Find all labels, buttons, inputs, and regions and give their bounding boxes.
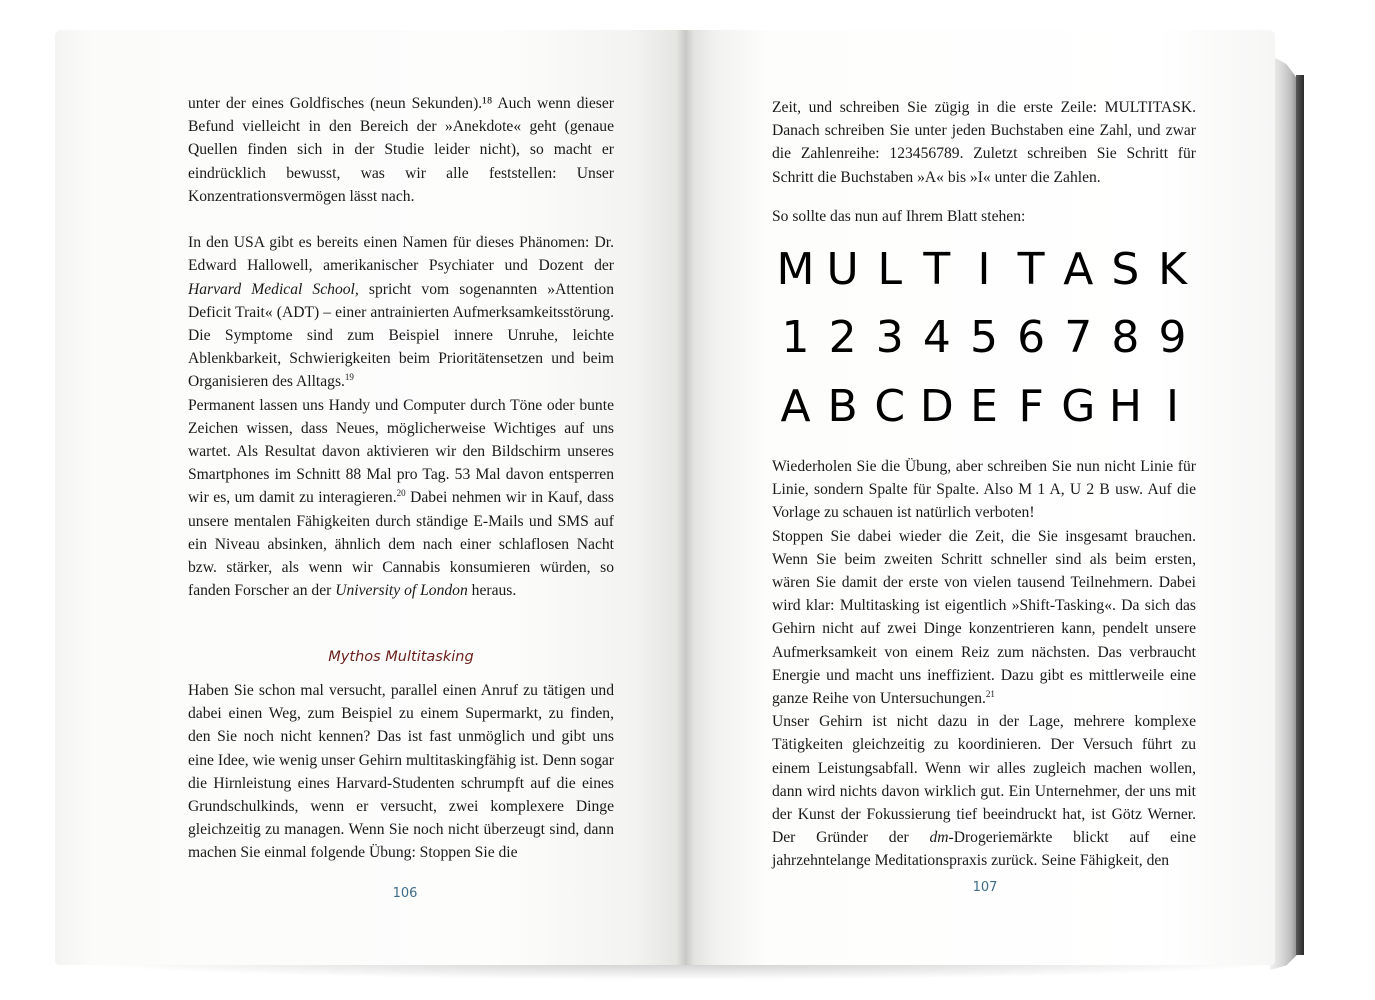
grid-cell: H: [1108, 381, 1142, 432]
page-number-right: 107: [972, 880, 998, 895]
footnote-ref-19: 19: [344, 372, 354, 383]
book-cover-edge: [1296, 75, 1304, 955]
emphasis-dm: dm: [929, 829, 949, 847]
emphasis-london: University of London: [335, 582, 468, 600]
right-page-body: [772, 96, 1196, 189]
grid-cell: B: [827, 381, 858, 432]
grid-cell: 6: [1017, 312, 1046, 363]
grid-cell: M: [776, 244, 815, 295]
grid-cell: 4: [922, 312, 951, 363]
exercise-row-alphabet: [772, 381, 1196, 432]
right-paragraph-4: Unser Gehirn ist nicht dazu in der Lage, mehrere komplexe Tätigkeiten gleichzeitig zu koordinieren. Der Versuch führt zu einem Leistungsabfall. Wenn wir alles zugleich machen wollen, dann wird nichts davon wirklich gut. Ein Unternehmer, der uns mit der Kunst der Fokussierung tief beeindruckt hat, ist Götz Werner. Der Gründer der dm-Drogeriemärkte blickt auf eine jahrzehntelange Meditationspraxis zurück. Seine Fähigkeit, den: [772, 713, 1196, 870]
grid-cell: 8: [1111, 312, 1140, 363]
grid-cell: 5: [970, 312, 998, 363]
exercise-row-numbers: [772, 312, 1196, 363]
grid-cell: F: [1018, 381, 1044, 432]
emphasis-harvard: Harvard Medical School,: [188, 280, 359, 298]
left-page-body-2: [188, 679, 614, 865]
grid-cell: 1: [781, 312, 810, 363]
footnote-ref-21: 21: [985, 688, 995, 699]
section-heading: Mythos Multitasking: [328, 649, 474, 665]
grid-cell: I: [1166, 381, 1179, 432]
grid-cell: 3: [875, 312, 904, 363]
right-lead-line: So sollte das nun auf Ihrem Blatt stehen:: [772, 208, 1026, 225]
grid-cell: I: [977, 244, 991, 295]
left-paragraph-3: Permanent lassen uns Handy und Computer durch Töne oder bunte Zeichen wissen, dass Neues, möglicherweise Wichtiges auf uns wartet. Als Resultat davon aktivieren wir den Bildschirm unseres Smartphones im Schnitt 88 Mal pro Tag. 53 Mal davon entsperren wir es, um damit zu interagieren.$^{20}$ Dabei nehmen wir in Kauf, dass unsere mentalen Fähigkeiten durch ständige E-Mails und SMS auf ein Niveau absinken, ähnlich dem nach einer schlaflosen Nacht bzw. stärker, als wenn wir Cannabis konsumieren würden, so fanden Forscher an der University of London heraus.: [188, 396, 615, 600]
grid-cell: G: [1061, 381, 1096, 432]
right-paragraph-2: Wiederholen Sie die Übung, aber schreiben Sie nun nicht Linie für Linie, sondern Spalte für Spalte. Also M 1 A, U 2 B usw. Auf die Vorlage zu schauen ist natürlich verboten!: [772, 458, 1196, 522]
grid-cell: A: [1063, 244, 1094, 295]
grid-cell: S: [1111, 244, 1140, 295]
grid-cell: K: [1158, 244, 1187, 295]
grid-cell: 7: [1064, 312, 1093, 363]
footnote-ref-20: 20: [396, 488, 406, 499]
grid-cell: T: [1017, 244, 1045, 295]
grid-cell: 9: [1158, 312, 1187, 363]
grid-cell: T: [923, 244, 951, 295]
grid-cell: A: [780, 381, 811, 432]
grid-cell: D: [919, 381, 954, 432]
grid-cell: C: [874, 381, 906, 432]
grid-cell: E: [970, 381, 998, 432]
right-paragraph-1: Zeit, und schreiben Sie zügig in die erste Zeile: MULTITASK. Danach schreiben Sie unter jeden Buchstaben eine Zahl, und zwar die Zahlenreihe: 123456789. Zuletzt schreiben Sie Schritt für Schritt die Buchstaben »A« bis »I« unter die Zahlen.: [772, 99, 1196, 186]
grid-cell: U: [826, 244, 859, 295]
grid-cell: L: [877, 244, 902, 295]
left-paragraph-2: In den USA gibt es bereits einen Namen für dieses Phänomen: Dr. Edward Hallowell, amerikanischer Psychiater und Dozent der Harvard Medical School, spricht vom sogenannten »Attention Deficit Trait« (ADT) – einer antrainierten Aufmerksamkeitsstörung. Die Symptome sind zum Beispiel innere Unruhe, leichte Ablenkbarkeit, Schwierigkeiten beim Prioritätensetzen und beim Organisieren des Alltags.$^{19}$: [188, 234, 615, 391]
right-paragraph-3: Stoppen Sie dabei wieder die Zeit, die Sie insgesamt brauchen. Wenn Sie beim zweiten Schritt schneller sind als beim ersten, wären Sie damit der erste von vielen tausend Teilnehmern. Dabei wird klar: Multitasking ist eigentlich »Shift-Tasking«. Da sich das Gehirn nicht auf zwei Dinge konzentrieren kann, pendelt unsere Aufmerksamkeit von einem Reiz zum nächsten. Das verbraucht Energie und macht uns ineffizient. Dazu gibt es mittlerweile eine ganze Reihe von Untersuchungen.$^{21}$: [772, 527, 1196, 708]
book-gutter: [676, 30, 694, 965]
left-paragraph-1: unter der eines Goldfisches (neun Sekunden).¹⁸ Auch wenn dieser Befund vielleicht in den Bereich der »Anekdote« geht (genaue Quellen finden sich in der Studie leider nicht), so macht er eindrücklich bewusst, was wir alle feststellen: Unser Konzentrationsvermögen lässt nach.: [188, 95, 614, 205]
right-page-body-2: [772, 455, 1196, 873]
page-number-left: 106: [392, 886, 418, 901]
grid-cell: 2: [828, 312, 857, 363]
exercise-row-letters: [772, 244, 1196, 295]
left-paragraph-4: Haben Sie schon mal versucht, parallel einen Anruf zu tätigen und dabei einen Weg, zum Beispiel zu einem Supermarkt, zu finden, den Sie noch nicht kennen? Das ist fast unmöglich und gibt uns eine Idee, wie wenig unser Gehirn multitaskingfähig ist. Denn sogar die Hirnleistung eines Harvard-Studenten schrumpft auf die eines Grundschulkinds, wenn er versucht, zwei komplexere Dinge gleichzeitig zu managen. Wenn Sie noch nicht überzeugt sind, dann machen Sie einmal folgende Übung: Stoppen Sie die: [188, 682, 614, 862]
left-page-body: [188, 92, 614, 602]
